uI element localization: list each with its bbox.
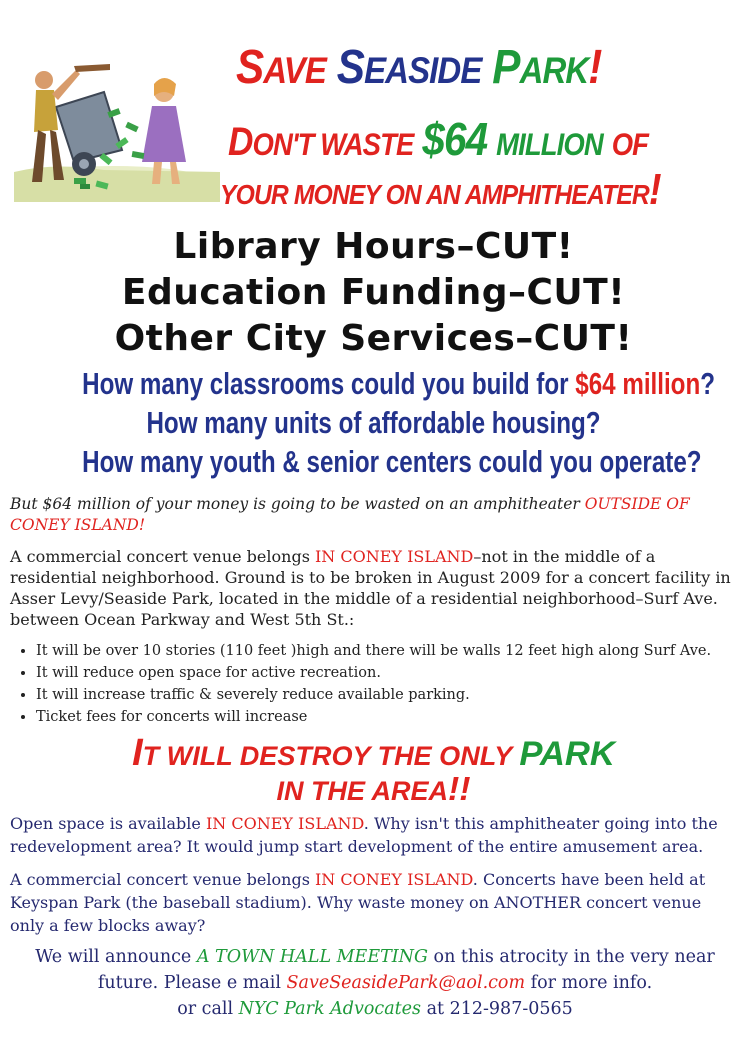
subtitle-dont-waste: ON'T WASTE <box>252 127 414 162</box>
subtitle-line-2 <box>220 166 661 215</box>
list-item: • It will be over 10 stories (110 feet )high and there will be walls 12 feet high along Surf Ave. <box>36 640 747 662</box>
open-space-text-b: . Why isn't this amphitheater going into the redevelopment area? It would jump start development of the entire amusement area. <box>10 814 718 856</box>
keyspan-text-a: A commercial concert venue belongs <box>10 870 315 889</box>
keyspan-text-b: . Concerts have been held at Keyspan Park (the baseball stadium). Why waste money on ANOTHER concert venue only a few blocks away? <box>10 870 706 935</box>
destroy-text: T WILL DESTROY THE ONLY <box>142 741 520 771</box>
open-space-highlight: IN CONEY ISLAND <box>205 814 364 833</box>
cut-library-hours: Library Hours–CUT! <box>173 226 574 267</box>
announce-text-b: on this atrocity in the very near future. Please e mail <box>97 947 715 993</box>
destroy-initial: I <box>132 732 143 774</box>
question-housing: How many units of affordable housing? <box>146 405 601 440</box>
title-exclamation: ! <box>588 41 602 94</box>
destroy-park: PARK <box>519 735 615 773</box>
intro-paragraph <box>10 494 730 536</box>
title-word-save: AVE <box>263 49 326 91</box>
cut-education-funding: Education Funding–CUT! <box>121 272 626 313</box>
venue-highlight: IN CONEY ISLAND <box>314 547 474 566</box>
question-centers: How many youth & senior centers could you operate? <box>82 444 702 479</box>
title-word-save-initial: S <box>236 41 264 94</box>
keyspan-highlight: IN CONEY ISLAND <box>314 870 473 889</box>
question-classrooms-money: $64 million <box>575 366 701 401</box>
subtitle-dont-initial: D <box>228 120 253 164</box>
destroy-headline-line-1 <box>0 732 747 775</box>
intro-highlight: OUTSIDE OF CONEY ISLAND! <box>10 495 690 534</box>
title-word-park: ARK <box>519 49 589 91</box>
destroy-area: IN THE AREA <box>276 776 449 806</box>
venue-text-a: A commercial concert venue belongs <box>10 547 315 566</box>
town-hall-meeting: A TOWN HALL MEETING <box>196 947 428 967</box>
list-item: • Ticket fees for concerts will increase <box>36 706 747 728</box>
announce-text-c: for more info. <box>525 973 653 993</box>
title-word-park-initial: P <box>492 41 520 94</box>
title-word-seaside: EASIDE <box>364 49 482 91</box>
subtitle-money: $64 <box>422 113 488 165</box>
announce-text-a: We will announce <box>35 947 197 967</box>
question-classrooms-text: How many classrooms could you build for <box>82 366 576 401</box>
announce-text-d: or call <box>177 999 239 1019</box>
intro-text: But $64 million of your money is going to be wasted on an amphitheater <box>10 495 585 513</box>
subtitle-exclamation: ! <box>648 166 661 214</box>
title-word-seaside-initial: S <box>336 41 365 94</box>
subtitle-amphitheater: YOUR MONEY ON AN AMPHITHEATER <box>220 179 649 210</box>
announcement <box>20 944 730 1022</box>
destroy-exclamation: !! <box>448 770 471 808</box>
money-wheelbarrow-illustration-icon <box>14 52 220 202</box>
park-advocates: NYC Park Advocates <box>238 999 422 1019</box>
list-item: • It will increase traffic & severely reduce available parking. <box>36 684 747 706</box>
subtitle-line-1 <box>228 112 648 166</box>
subtitle-million: MILLION <box>496 127 603 162</box>
list-item: • It will reduce open space for active recreation. <box>36 662 747 684</box>
open-space-text-a: Open space is available <box>10 814 206 833</box>
email-link[interactable]: SaveSeasidePark@aol.com <box>286 973 526 993</box>
venue-text-b: –not in the middle of a residential neighborhood. Ground is to be broken in August 2009 for a concert facility in Asser Levy/Seaside Park, located in the middle of a residential neighborhood–Surf Ave. between Ocean Parkway and West 5th St.: <box>10 547 731 629</box>
keyspan-paragraph <box>10 868 730 937</box>
destroy-headline-line-2 <box>0 770 747 809</box>
subtitle-of: OF <box>611 127 649 162</box>
cut-city-services: Other City Services–CUT! <box>114 318 633 359</box>
question-classrooms <box>82 366 716 402</box>
venue-paragraph <box>10 546 732 630</box>
flyer-title <box>236 40 601 95</box>
question-classrooms-mark: ? <box>700 366 716 401</box>
phone-number: at 212-987-0565 <box>421 999 573 1019</box>
impact-list <box>18 640 747 728</box>
open-space-paragraph <box>10 812 730 858</box>
